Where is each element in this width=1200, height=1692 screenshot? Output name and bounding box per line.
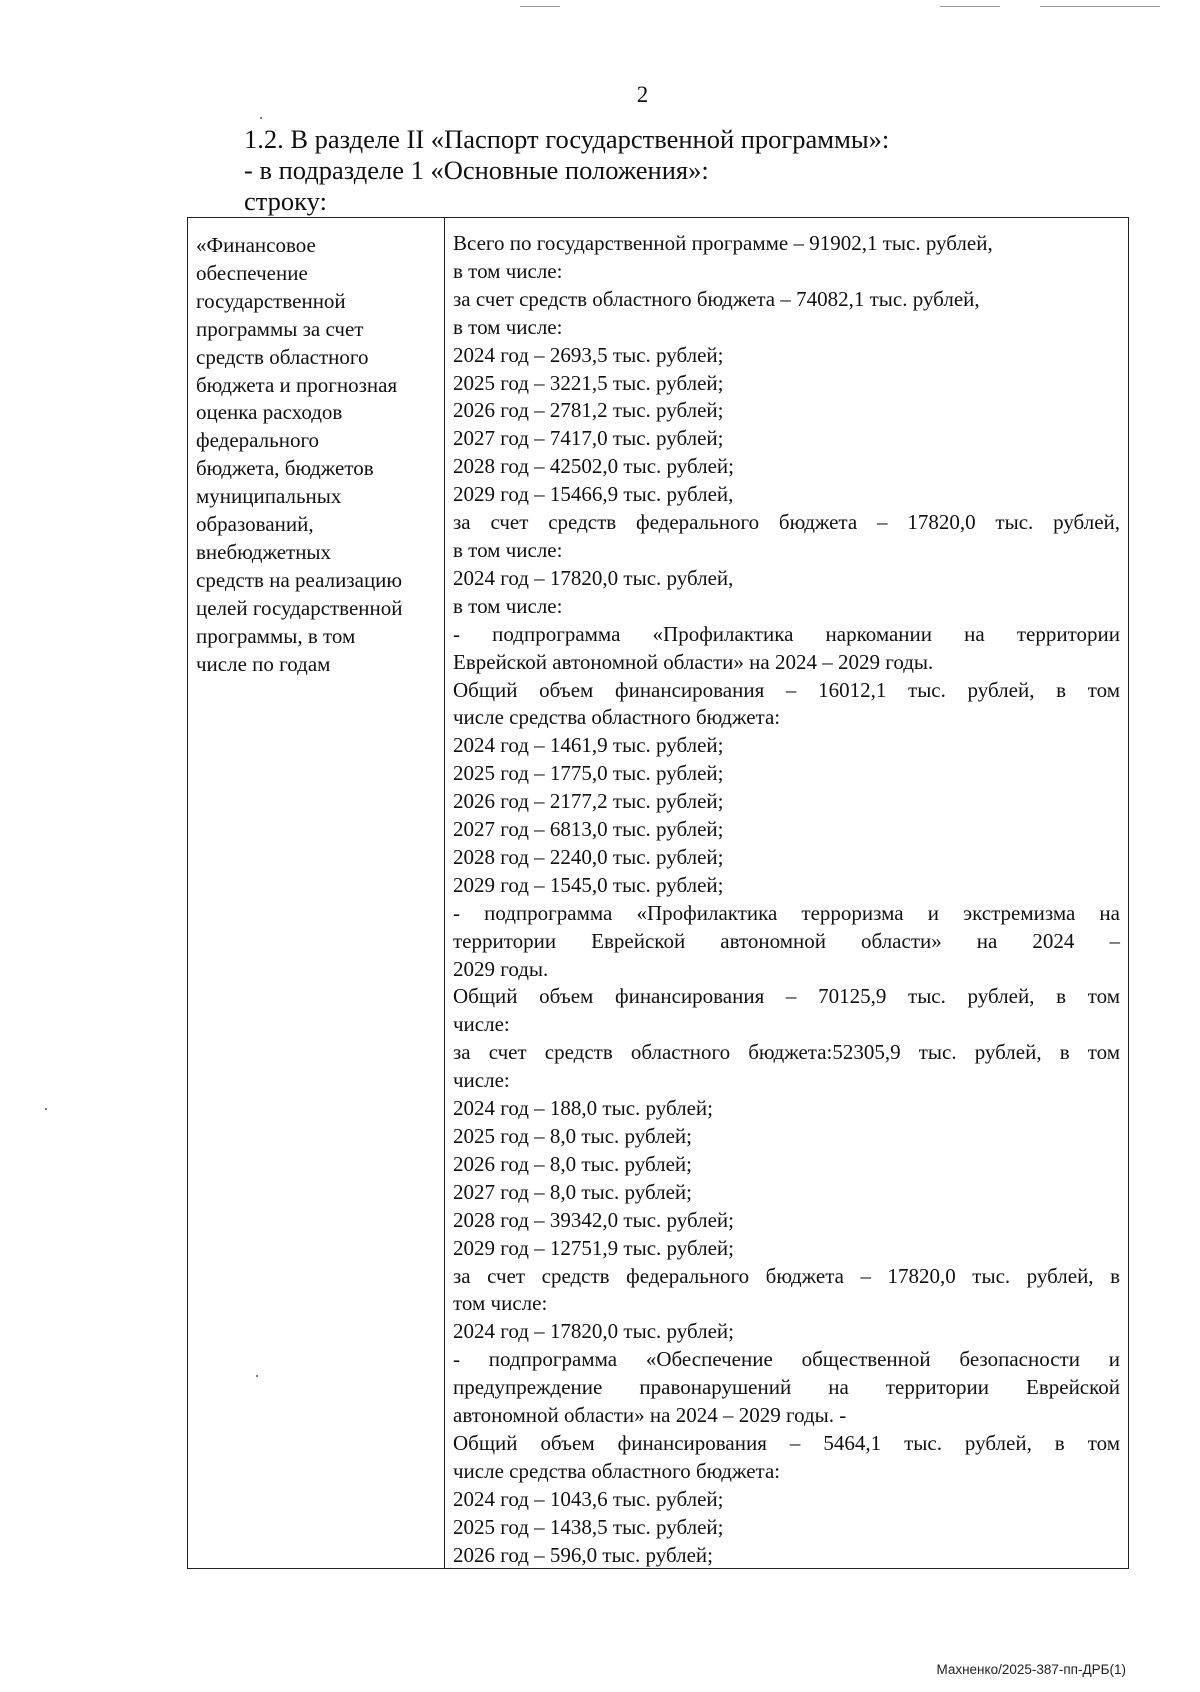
right-cell-line: 2026 год – 596,0 тыс. рублей;	[453, 1542, 714, 1567]
right-cell-line: 2027 год – 8,0 тыс. рублей;	[453, 1179, 693, 1204]
left-cell-line: средств областного	[196, 344, 369, 369]
left-cell-line: программы, в том	[196, 623, 356, 648]
page-number: 2	[636, 82, 649, 107]
right-cell-line: Общий объем финансирования – 70125,9 тыс. рублей, в том	[453, 984, 1120, 1009]
right-cell-line: в том числе:	[453, 258, 563, 283]
right-cell-line: Общий объем финансирования – 5464,1 тыс. рублей, в том	[453, 1430, 1120, 1455]
left-cell-line: целей государственной	[196, 595, 403, 620]
right-cell-line: 2025 год – 1438,5 тыс. рублей;	[453, 1514, 724, 1539]
right-cell-line: 2026 год – 2177,2 тыс. рублей;	[453, 789, 724, 814]
document-code: Махненко/2025-387-пп-ДРБ(1)	[936, 1662, 1126, 1677]
scan-speck	[260, 117, 262, 119]
right-cell-line: том числе:	[453, 1291, 548, 1316]
left-cell-line: средств на реализацию	[196, 567, 403, 592]
right-cell-line: 2024 год – 188,0 тыс. рублей;	[453, 1096, 714, 1121]
right-cell-line: 2029 год – 15466,9 тыс. рублей,	[453, 482, 734, 507]
table-right-cell	[445, 218, 1128, 1568]
right-cell-line: в том числе:	[453, 593, 563, 618]
right-cell-line: предупреждение правонарушений на территории Еврейской	[453, 1375, 1120, 1400]
left-cell-line: муниципальных	[196, 484, 342, 509]
right-cell-line: 2025 год – 8,0 тыс. рублей;	[453, 1124, 693, 1148]
right-cell-line: 2024 год – 17820,0 тыс. рублей;	[453, 1319, 735, 1344]
right-cell-line: Общий объем финансирования – 16012,1 тыс. рублей, в том	[453, 677, 1120, 702]
right-cell-line: в том числе:	[453, 537, 563, 562]
right-cell-line: 2027 год – 6813,0 тыс. рублей;	[453, 817, 724, 842]
left-cell-line: «Финансовое	[196, 233, 316, 257]
left-cell-line: федерального	[196, 428, 320, 453]
scan-artifact-line	[520, 6, 560, 7]
right-cell-line: 2028 год – 39342,0 тыс. рублей;	[453, 1207, 735, 1232]
right-cell-line: Еврейской автономной области» на 2024 – 2029 годы.	[453, 649, 934, 674]
right-cell-line: за счет средств федерального бюджета – 17820,0 тыс. рублей, в	[453, 1263, 1120, 1288]
right-cell-line: числе средства областного бюджета:	[453, 1458, 781, 1483]
right-cell-line: автономной области» на 2024 – 2029 годы. -	[453, 1403, 847, 1428]
right-cell-line: числе:	[453, 1012, 510, 1037]
left-cell-line: программы за счет	[196, 316, 364, 341]
right-cell-line: числе:	[453, 1068, 510, 1093]
right-cell-line: территории Еврейской автономной области» на 2024 –	[453, 928, 1120, 953]
right-cell-line: числе средства областного бюджета:	[453, 705, 781, 730]
intro-line-section: 1.2. В разделе II «Паспорт государственной программы»:	[244, 124, 890, 154]
right-cell-line: за счет средств федерального бюджета – 17820,0 тыс. рублей,	[453, 510, 1120, 535]
left-cell-line: оценка расходов	[196, 400, 343, 425]
scan-artifact-line	[940, 6, 1000, 7]
right-cell-line: 2028 год – 42502,0 тыс. рублей;	[453, 454, 735, 479]
left-cell-line: внебюджетных	[196, 539, 332, 564]
right-cell-line: - подпрограмма «Профилактика наркомании на территории	[453, 621, 1120, 646]
right-cell-line: 2029 годы.	[453, 956, 549, 981]
left-cell-line: образований,	[196, 512, 314, 537]
right-cell-line: 2024 год – 2693,5 тыс. рублей;	[453, 342, 724, 367]
right-cell-line: за счет средств областного бюджета – 74082,1 тыс. рублей,	[453, 286, 980, 311]
right-cell-line: 2026 год – 8,0 тыс. рублей;	[453, 1151, 693, 1176]
right-cell-line: 2029 год – 12751,9 тыс. рублей;	[453, 1235, 735, 1260]
table-left-cell	[188, 218, 445, 1568]
left-cell-line: числе по годам	[196, 651, 331, 676]
intro-line-row: строку:	[244, 186, 327, 216]
right-cell-line: - подпрограмма «Профилактика терроризма и экстремизма на	[453, 900, 1120, 925]
left-cell-line: бюджета и прогнозная	[196, 372, 398, 397]
right-cell-line: за счет средств областного бюджета:52305,9 тыс. рублей, в том	[453, 1040, 1120, 1065]
right-cell-line: - подпрограмма «Обеспечение общественной безопасности и	[453, 1347, 1120, 1372]
scan-speck	[45, 1108, 47, 1110]
right-cell-line: в том числе:	[453, 314, 563, 339]
right-cell-line: 2027 год – 7417,0 тыс. рублей;	[453, 426, 724, 451]
right-cell-line: 2024 год – 17820,0 тыс. рублей,	[453, 565, 734, 590]
right-cell-line: 2026 год – 2781,2 тыс. рублей;	[453, 398, 724, 423]
right-cell-line: Всего по государственной программе – 91902,1 тыс. рублей,	[453, 231, 993, 255]
right-cell-line: 2025 год – 1775,0 тыс. рублей;	[453, 761, 724, 786]
scan-artifact-line	[1040, 6, 1160, 7]
right-cell-line: 2024 год – 1043,6 тыс. рублей;	[453, 1486, 724, 1511]
intro-line-subsection: - в подразделе 1 «Основные положения»:	[244, 155, 709, 185]
left-cell-line: бюджета, бюджетов	[196, 456, 374, 481]
financing-table	[187, 217, 1129, 1569]
left-cell-line: обеспечение	[196, 260, 308, 285]
intro-block	[244, 124, 889, 217]
right-cell-line: 2028 год – 2240,0 тыс. рублей;	[453, 844, 724, 869]
right-cell-line: 2024 год – 1461,9 тыс. рублей;	[453, 733, 724, 758]
left-cell-line: государственной	[196, 288, 346, 313]
right-cell-line: 2029 год – 1545,0 тыс. рублей;	[453, 872, 724, 897]
right-cell-line: 2025 год – 3221,5 тыс. рублей;	[453, 370, 724, 395]
